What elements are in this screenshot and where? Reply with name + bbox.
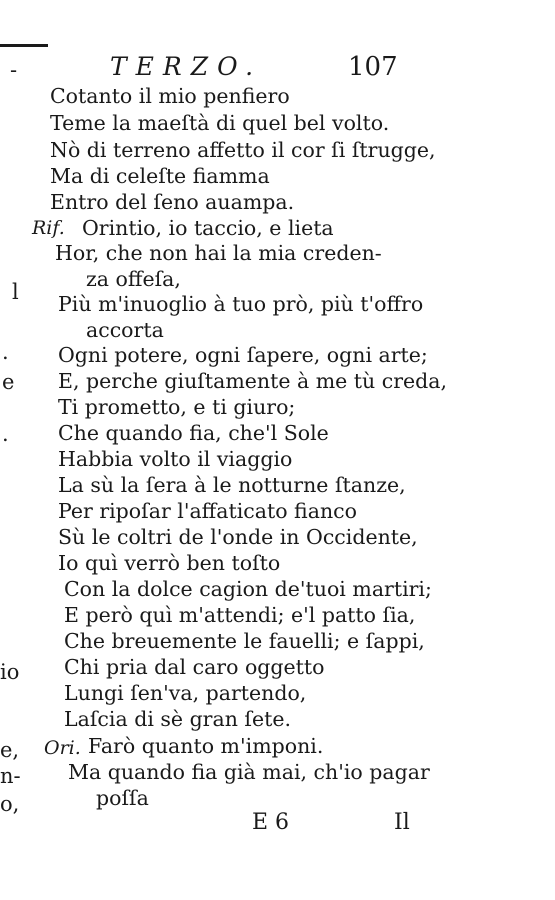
margin-fragment: e, — [0, 738, 20, 762]
verse-line: Hor, che non hai la mia creden- — [55, 241, 382, 265]
verse-line: E, perche giuſtamente à me tù creda, — [58, 369, 448, 393]
verse-line: Entro del ſeno auampa. — [50, 190, 295, 214]
margin-fragment: - — [10, 58, 18, 82]
running-head: TERZO. — [110, 52, 263, 81]
verse-line: Ogni potere, ogni ſapere, ogni arte; — [58, 343, 428, 367]
catchword: Il — [394, 810, 410, 835]
speaker-label: Ori. — [44, 737, 81, 759]
verse-line: Teme la maeſtà di quel bel volto. — [50, 111, 390, 135]
signature-mark: E 6 — [252, 810, 290, 835]
margin-fragment: e — [2, 370, 15, 394]
margin-fragment: o, — [0, 792, 20, 816]
verse-line: accorta — [86, 318, 164, 342]
verse-line: Che breuemente le fauelli; e ſappi, — [64, 629, 425, 653]
verse-line: za offeſa, — [86, 267, 181, 291]
verse-line: Habbia volto il viaggio — [58, 447, 293, 471]
verse-line: Ti prometto, e ti giuro; — [58, 395, 296, 419]
verse-line: Farò quanto m'imponi. — [88, 734, 324, 758]
verse-line: Orintio, io taccio, e lieta — [82, 216, 334, 240]
verse-line: Che quando fia, che'l Sole — [58, 421, 329, 445]
verse-line: Io quì verrò ben toſto — [58, 551, 281, 575]
verse-line: Ma di celeſte fiamma — [50, 164, 270, 188]
header-rule — [0, 44, 48, 47]
verse-line: Con la dolce cagion de'tuoi martiri; — [64, 577, 432, 601]
verse-line: Cotanto il mio penfiero — [50, 84, 290, 108]
verse-line: Nò di terreno affetto il cor ſi ſtrugge, — [50, 138, 436, 162]
verse-line: E però quì m'attendi; e'l patto ſia, — [64, 603, 416, 627]
speaker-label: Rif. — [32, 217, 65, 239]
margin-fragment: . — [2, 422, 9, 446]
verse-line: Sù le coltri de l'onde in Occidente, — [58, 525, 418, 549]
verse-line: La sù la ſera à le notturne ſtanze, — [58, 473, 406, 497]
verse-line: Ma quando fia già mai, ch'io pagar — [68, 760, 430, 784]
verse-line: Più m'inuoglio à tuo prò, più t'offro — [58, 292, 424, 316]
margin-fragment: io — [0, 660, 20, 684]
verse-line: Per ripoſar l'affaticato fianco — [58, 499, 357, 523]
margin-fragment: n- — [0, 764, 21, 788]
verse-line: poſſa — [96, 786, 149, 810]
margin-fragment: . — [2, 340, 9, 364]
verse-line: Laſcia di sè gran ſete. — [64, 707, 292, 731]
verse-line: Lungi ſen'va, partendo, — [64, 681, 307, 705]
verse-line: Chi pria dal caro oggetto — [64, 655, 325, 679]
page-number: 107 — [348, 52, 398, 82]
margin-fragment: l — [12, 280, 19, 304]
